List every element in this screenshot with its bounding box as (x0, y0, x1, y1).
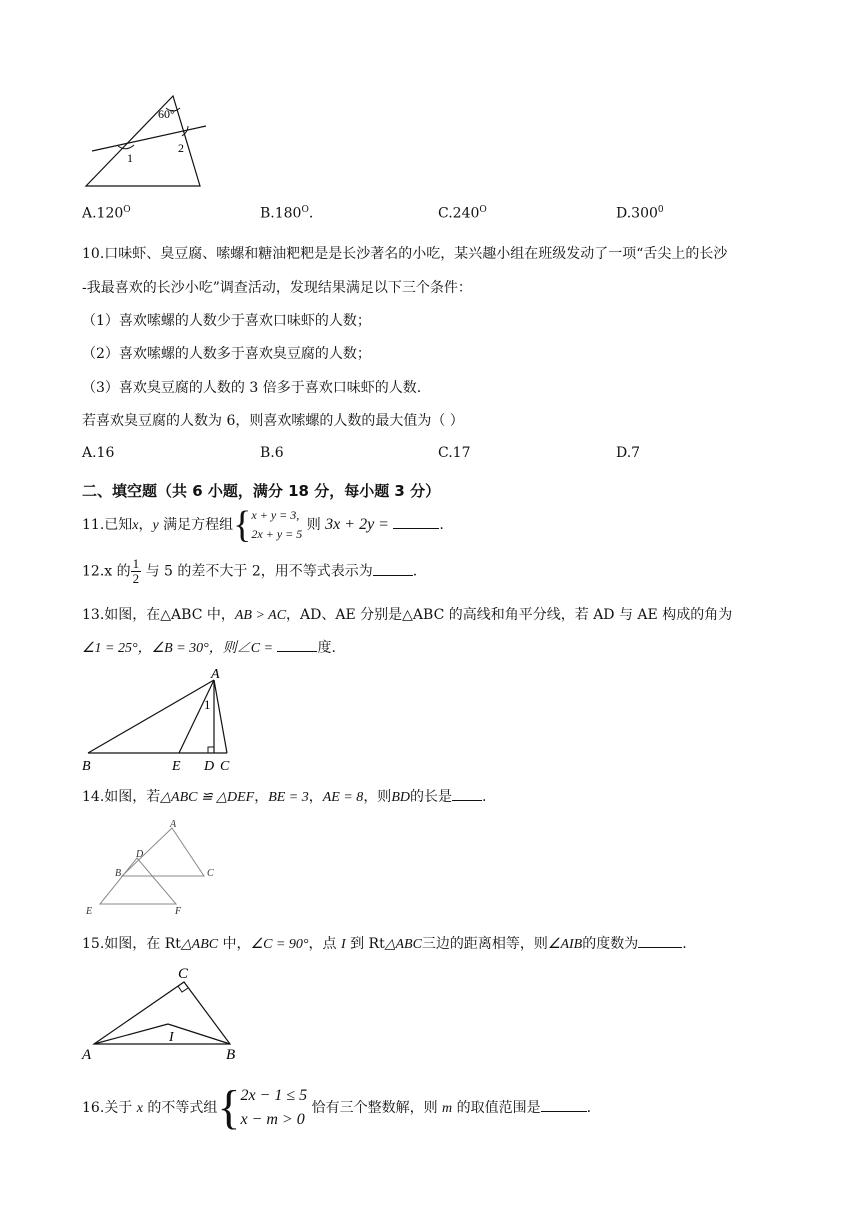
q10-option-b: B.6 (260, 445, 284, 461)
point-c-label: C (220, 759, 230, 774)
triangle-figure-q13 (80, 664, 240, 776)
q10-condition-3: （3）喜欢臭豆腐的人数的 3 倍多于喜欢口味虾的人数. (82, 380, 422, 396)
q13-line-2: ∠1 = 25°，∠B = 30°，则∠C = 度. (82, 637, 336, 657)
angle-1-label: 1 (127, 151, 133, 165)
fig14-point-b: B (115, 868, 122, 879)
q11-answer-blank[interactable] (393, 514, 439, 529)
fig15-point-b: B (226, 1047, 236, 1062)
q9-option-b: $B.180^O$. (260, 205, 314, 222)
q10-option-a: A.16 (82, 445, 115, 461)
q15: 15.如图，在 Rt△ABC 中，∠C = 90°，点 I 到 Rt△ABC三边的距离相等，则∠AIB的度数为 . (82, 933, 687, 953)
fraction-one-half: $\frac{1}{2}$ (132, 556, 140, 586)
q9-option-a: $A.120^O$ (82, 205, 131, 222)
fig14-point-f: F (175, 906, 182, 917)
q10-line-1: 10.口味虾、臭豆腐、嗦螺和糖油粑粑是是长沙著名的小吃，某兴趣小组在班级发动了一项“舌尖上的长沙 (82, 246, 728, 262)
fig15-point-c: C (178, 966, 189, 982)
fig15-point-a: A (82, 1047, 92, 1062)
congruent-triangles-figure-q14 (84, 816, 224, 920)
fig14-point-e: E (86, 906, 93, 917)
q9-option-d: D.300$^0$ (616, 205, 664, 222)
fig14-point-a: A (170, 819, 177, 830)
q10-condition-2: （2）喜欢嗦螺的人数多于喜欢臭豆腐的人数； (82, 346, 371, 362)
q10-option-c: C.17 (438, 445, 471, 461)
point-b-label: B (82, 759, 91, 774)
angle-60-label: 60° (158, 107, 175, 121)
angle-figure-q9 (78, 86, 218, 190)
fig14-point-c: C (207, 868, 214, 879)
q13-answer-blank[interactable] (277, 637, 317, 652)
q9-option-c: $C.240^O$ (438, 205, 487, 222)
point-d-label: D (204, 759, 215, 774)
q14-answer-blank[interactable] (452, 786, 482, 801)
q16: 16.关于 x 的不等式组{2x − 1 ≤ 5 x − m > 0 恰有三个整数解，则 m 的取值范围是 . (82, 1081, 592, 1134)
point-e-label: E (172, 759, 181, 774)
right-triangle-figure-q15 (80, 962, 250, 1062)
point-a-label: A (211, 667, 220, 682)
section-2-heading: 二、填空题（共 6 小题，满分 18 分，每小题 3 分） (82, 482, 441, 500)
q12-answer-blank[interactable] (373, 561, 413, 576)
fig15-point-i: I (169, 1030, 174, 1045)
q10-line-2: -我最喜欢的长沙小吃”调查活动，发现结果满足以下三个条件： (82, 280, 472, 296)
q10-option-d: D.7 (616, 445, 641, 461)
q14: 14.如图，若△ABC ≌ △DEF，BE = 3，AE = 8，则BD的长是 . (82, 786, 486, 806)
q16-answer-blank[interactable] (541, 1097, 587, 1112)
q13-line-1: 13.如图，在△ABC 中，AB > AC，AD、AE 分别是△ABC 的高线和角平分线，若 AD 与 AE 构成的角为 (82, 607, 733, 623)
q12: 12.x 的 $\frac{1}{2}$ 与 5 的差不大于 2，用不等式表示为 . (82, 556, 418, 586)
angle-2-label: 2 (178, 141, 184, 155)
q11: 11.已知x，y 满足方程组{x + y = 3, 2x + y = 5 则 3x + 2y = . (82, 504, 444, 546)
q10-question: 若喜欢臭豆腐的人数为 6，则喜欢嗦螺的人数的最大值为（ ） (82, 413, 464, 429)
q10-condition-1: （1）喜欢嗦螺的人数少于喜欢口味虾的人数； (82, 313, 371, 329)
angle-1-label: 1 (204, 697, 211, 712)
fig14-point-d: D (136, 849, 144, 860)
q15-answer-blank[interactable] (638, 933, 682, 948)
